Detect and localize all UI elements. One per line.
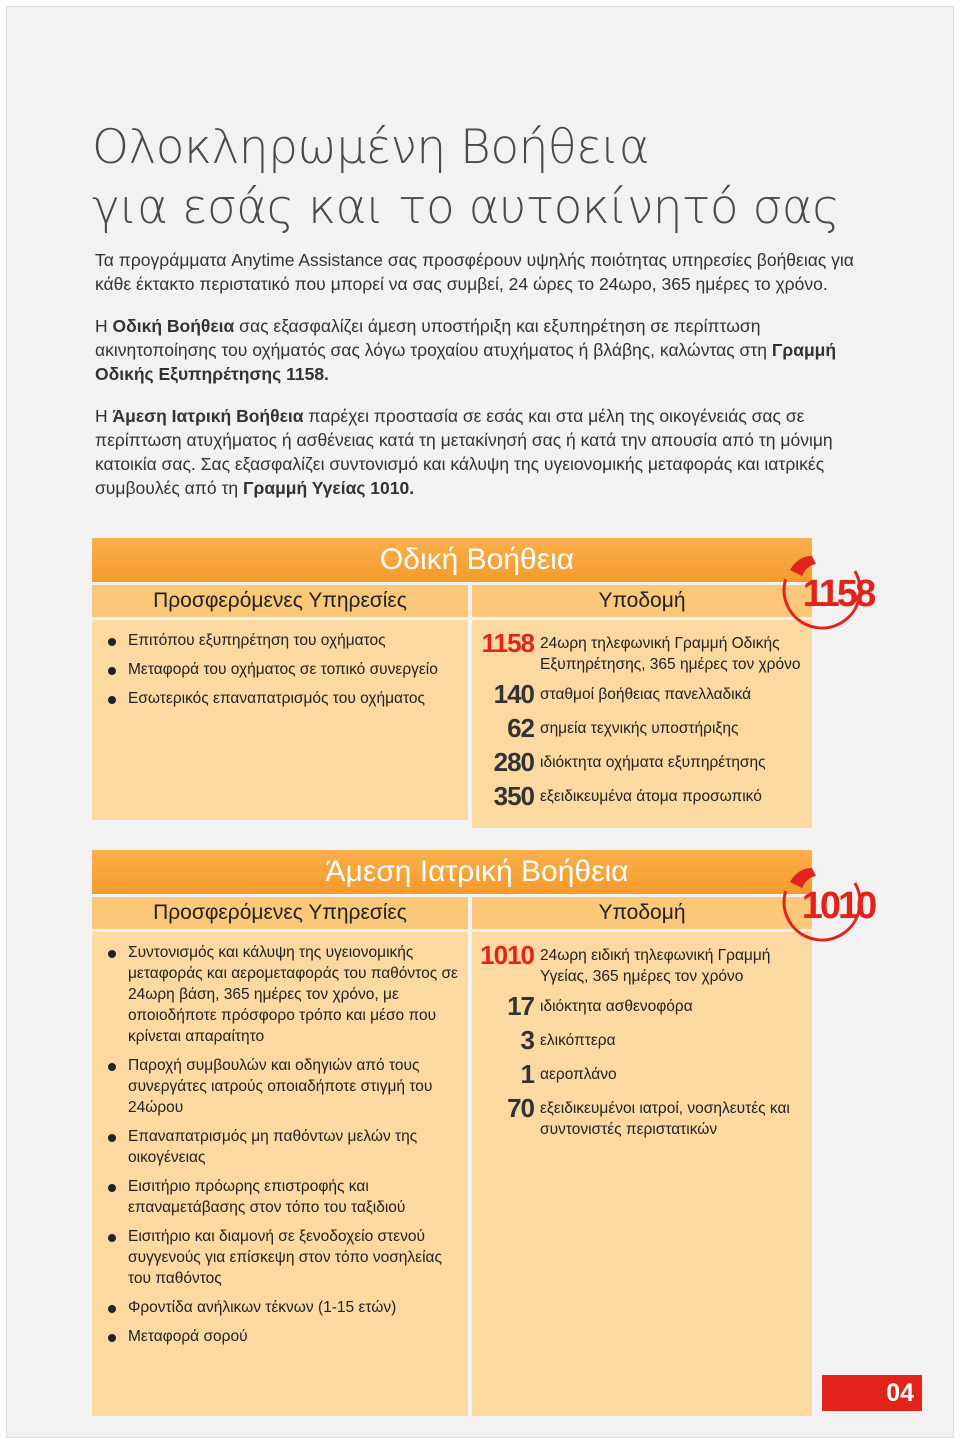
service-item: Φροντίδα ανήλικων τέκνων (1-15 ετών) bbox=[108, 1297, 468, 1318]
infra-number: 1 bbox=[520, 1059, 534, 1089]
phone-1158-badge bbox=[776, 540, 886, 630]
service-item: Εσωτερικός επαναπατρισμός του οχήματος bbox=[108, 688, 468, 709]
title-line-1: Ολοκληρωμένη Βοήθεια bbox=[92, 120, 650, 175]
infra-row bbox=[472, 679, 812, 709]
infra-description: ιδιόκτητα οχήματα εξυπηρέτησης bbox=[540, 754, 766, 771]
infra-description: σταθμοί βοήθειας πανελλαδικά bbox=[540, 686, 752, 703]
p2-mid: σας εξασφαλίζει άμεση υποστήριξη και εξυπηρέτηση σε περίπτωση ακινητοποίησης του οχήματός σας λόγω τροχαίου ατυχήματος ή βλάβης, καλώντας στη bbox=[95, 316, 772, 360]
medical-services-header: Προσφερόμενες Υπηρεσίες bbox=[92, 897, 468, 929]
road-infra-panel bbox=[472, 620, 812, 828]
infra-row bbox=[472, 1059, 812, 1089]
infra-number: 3 bbox=[520, 1025, 534, 1055]
infra-row bbox=[472, 940, 812, 987]
service-item: Παροχή συμβουλών και οδηγιών από τους συνεργάτες ιατρούς οποιαδήποτε στιγμή του 24ώρου bbox=[108, 1055, 468, 1118]
service-item: Εισιτήριο και διαμονή σε ξενοδοχείο στενού συγγενούς για επίσκεψη στον τόπο νοσηλείας του παθόντος bbox=[108, 1226, 468, 1289]
intro-paragraph-2 bbox=[95, 314, 865, 386]
infra-number: 1010 bbox=[480, 940, 534, 970]
medical-infra-panel bbox=[472, 932, 812, 1416]
page-title bbox=[92, 118, 912, 238]
infra-number: 1158 bbox=[481, 628, 534, 658]
p2-bold-hotline: Γραμμή Οδικής Εξυπηρέτησης 1158. bbox=[95, 340, 837, 384]
medical-infra-header: Υποδομή bbox=[472, 897, 812, 929]
infra-description: ιδιόκτητα ασθενοφόρα bbox=[540, 998, 693, 1015]
infra-description: 24ωρη ειδική τηλεφωνική Γραμμή Υγείας, 365 ημέρες τον χρόνο bbox=[540, 947, 771, 985]
infra-description: ελικόπτερα bbox=[540, 1032, 616, 1049]
infra-row bbox=[472, 1025, 812, 1055]
infra-row bbox=[472, 628, 812, 675]
infra-number: 62 bbox=[507, 713, 534, 743]
p3-mid: παρέχει προστασία σε εσάς και στα μέλη της οικογένειάς σας σε περίπτωση ατυχήματος ή ασθένειας κατά τη μετακίνησή σας ή κατά την απουσία από τη μόνιμη κατοικία σας. Σας εξασφαλίζει συντονισμό και κάλυψη της υγειονομικής μεταφοράς και ιατρικές συμβουλές από τη bbox=[95, 406, 833, 498]
infra-row bbox=[472, 1093, 812, 1140]
title-line-2: για εσάς και το αυτοκίνητό σας bbox=[92, 180, 840, 235]
road-infra-list bbox=[472, 628, 812, 811]
infra-description: εξειδικευμένοι ιατροί, νοσηλευτές και συντονιστές περιστατικών bbox=[540, 1100, 790, 1138]
medical-infra-list bbox=[472, 940, 812, 1140]
road-services-header: Προσφερόμενες Υπηρεσίες bbox=[92, 585, 468, 617]
infra-row bbox=[472, 991, 812, 1021]
page-number: 04 bbox=[822, 1375, 922, 1411]
road-title: Οδική Βοήθεια bbox=[379, 543, 575, 576]
service-item: Επαναπατρισμός μη παθόντων μελών της οικογένειας bbox=[108, 1126, 468, 1168]
badge-number-1010: 1010 bbox=[801, 885, 875, 927]
service-item: Μεταφορά σορού bbox=[108, 1326, 468, 1347]
service-item: Μεταφορά του οχήματος σε τοπικό συνεργείο bbox=[108, 659, 468, 680]
infra-number: 280 bbox=[493, 747, 534, 777]
road-services-list bbox=[92, 620, 468, 709]
intro-text bbox=[95, 248, 865, 518]
infra-row bbox=[472, 747, 812, 777]
medical-services-panel bbox=[92, 932, 468, 1416]
p3-bold-health-line: Γραμμή Υγείας 1010. bbox=[242, 478, 415, 498]
infra-number: 70 bbox=[507, 1093, 534, 1123]
infra-description: εξειδικευμένα άτομα προσωπικό bbox=[540, 788, 762, 805]
infra-description: 24ωρη τηλεφωνική Γραμμή Οδικής Εξυπηρέτησης, 365 ημέρες τον χρόνο bbox=[540, 635, 801, 673]
infra-number: 140 bbox=[493, 679, 534, 709]
intro-paragraph-1: Τα προγράμματα Anytime Assistance σας προσφέρουν υψηλής ποιότητας υπηρεσίες βοήθειας για κάθε έκτακτο περιστατικό που μπορεί να σας συμβεί, 24 ώρες το 24ωρο, 365 ημέρες το χρόνο. bbox=[95, 250, 854, 294]
service-item: Εισιτήριο πρόωρης επιστροφής και επαναμετάβασης στον τόπο του ταξιδιού bbox=[108, 1176, 468, 1218]
p3-pre: Η bbox=[95, 406, 113, 426]
infra-number: 350 bbox=[493, 781, 534, 811]
service-item: Επιτόπου εξυπηρέτηση του οχήματος bbox=[108, 630, 468, 651]
infra-description: αεροπλάνο bbox=[540, 1066, 617, 1083]
infra-row bbox=[472, 781, 812, 811]
phone-1010-badge bbox=[776, 852, 886, 942]
medical-title: Άμεση Ιατρική Βοήθεια bbox=[325, 855, 629, 888]
medical-assistance-section bbox=[92, 850, 812, 1370]
road-services-panel bbox=[92, 620, 468, 820]
p2-pre: Η bbox=[95, 316, 113, 336]
p2-bold-road-assistance: Οδική Βοήθεια bbox=[112, 316, 235, 336]
road-infra-header: Υποδομή bbox=[472, 585, 812, 617]
intro-paragraph-3 bbox=[95, 404, 865, 500]
p3-bold-medical-assistance: Άμεση Ιατρική Βοήθεια bbox=[112, 406, 304, 426]
infra-description: σημεία τεχνικής υποστήριξης bbox=[540, 720, 739, 737]
service-item: Συντονισμός και κάλυψη της υγειονομικής μεταφοράς και αερομεταφοράς του παθόντος σε 24ωρη βάση, 365 ημέρες τον χρόνο, με οποιοδήποτε πρόσφορο τρόπο και μέσο που κρίνεται απαραίτητο bbox=[108, 942, 468, 1047]
infra-number: 17 bbox=[507, 991, 534, 1021]
road-assistance-section bbox=[92, 538, 812, 828]
infra-row bbox=[472, 713, 812, 743]
medical-services-list bbox=[92, 932, 468, 1347]
badge-number-1158: 1158 bbox=[802, 573, 874, 615]
